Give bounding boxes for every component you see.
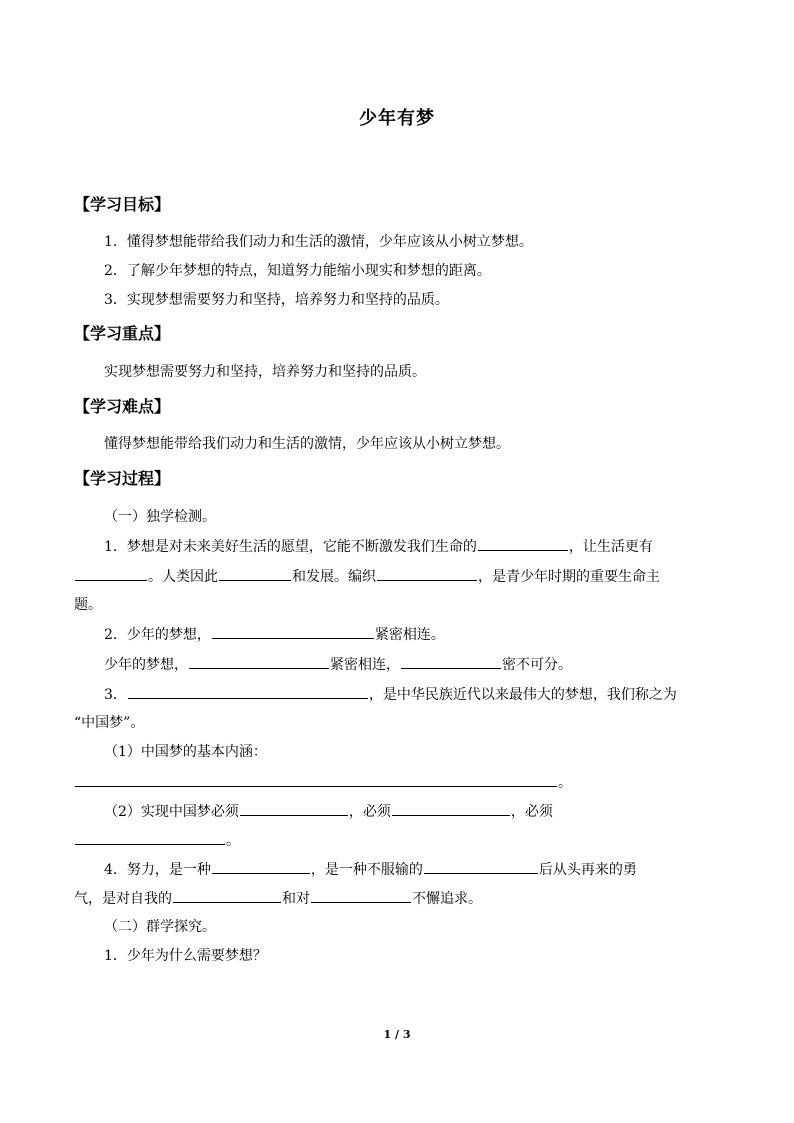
answer-blank[interactable] xyxy=(377,566,477,581)
page-title: 少年有梦 xyxy=(359,108,435,129)
question-1-text: 和发展。编织 xyxy=(292,569,376,585)
answer-blank[interactable] xyxy=(212,859,310,874)
question-1-line-2 xyxy=(74,566,660,587)
answer-blank[interactable] xyxy=(240,801,348,816)
question-1-text: 。人类因此 xyxy=(148,569,218,585)
answer-blank[interactable] xyxy=(219,566,291,581)
question-4-text: 不懈追求。 xyxy=(412,891,482,907)
answer-blank[interactable] xyxy=(424,859,538,874)
answer-blank[interactable] xyxy=(75,772,557,787)
question-3-sub-1-answer xyxy=(74,772,572,793)
question-3-text: ，必须 xyxy=(348,804,391,820)
question-4-line-1 xyxy=(104,859,637,880)
question-4-text: ，是一种不服输的 xyxy=(310,862,423,878)
answer-blank[interactable] xyxy=(75,566,147,581)
answer-blank[interactable] xyxy=(212,624,374,639)
question-2-text: 密不可分。 xyxy=(502,657,572,673)
page-number: 1 / 3 xyxy=(383,1028,411,1041)
key-points-text: 实现梦想需要努力和坚持，培养努力和坚持的品质。 xyxy=(104,364,426,380)
question-1-line-3: 题。 xyxy=(74,597,102,613)
process-heading: 【学习过程】 xyxy=(74,469,171,488)
question-2-text: 紧密相连， xyxy=(330,657,400,673)
answer-blank[interactable] xyxy=(173,888,281,903)
question-3-line-2: “中国梦”。 xyxy=(74,715,145,731)
answer-blank[interactable] xyxy=(75,830,225,845)
objectives-heading: 【学习目标】 xyxy=(74,195,171,214)
question-4-text: 后从头再来的勇 xyxy=(538,862,637,878)
question-1-text: ，让生活更有 xyxy=(568,539,653,555)
answer-blank[interactable] xyxy=(189,654,329,669)
question-2-line-1 xyxy=(104,624,445,645)
question-2-line-2 xyxy=(104,654,572,675)
difficulties-text: 懂得梦想能带给我们动力和生活的激情，少年应该从小树立梦想。 xyxy=(104,436,510,452)
part-two-label: （二）群学探究。 xyxy=(104,919,216,935)
question-1-text: ，是青少年时期的重要生命主 xyxy=(478,569,660,585)
objective-item: 2．了解少年梦想的特点，知道努力能缩小现实和梦想的距离。 xyxy=(104,263,491,279)
question-3-text: ，必须 xyxy=(510,804,553,820)
part-one-label: （一）独学检测。 xyxy=(104,509,216,525)
question-3-text: （2）实现中国梦必须 xyxy=(104,804,239,820)
question-3-text: ，是中华民族近代以来最伟大的梦想，我们称之为 xyxy=(368,687,677,703)
question-5: 1．少年为什么需要梦想？ xyxy=(104,948,267,964)
key-points-heading: 【学习重点】 xyxy=(74,324,171,343)
answer-blank[interactable] xyxy=(311,888,411,903)
answer-blank[interactable] xyxy=(401,654,501,669)
answer-blank[interactable] xyxy=(128,684,368,699)
question-3-text: 。 xyxy=(226,833,240,849)
objective-item: 1．懂得梦想能带给我们动力和生活的激情，少年应该从小树立梦想。 xyxy=(104,234,533,250)
objective-item: 3．实现梦想需要努力和坚持，培养努力和坚持的品质。 xyxy=(104,292,449,308)
question-4-line-2 xyxy=(74,888,482,909)
difficulties-heading: 【学习难点】 xyxy=(74,397,171,416)
question-3-line-1 xyxy=(104,684,677,705)
question-3-sub-2 xyxy=(104,801,553,822)
question-2-text: 紧密相连。 xyxy=(374,627,445,643)
question-2-text: 2．少年的梦想， xyxy=(104,627,211,643)
answer-blank[interactable] xyxy=(392,801,510,816)
question-3-text: 。 xyxy=(558,775,572,791)
question-2-text: 少年的梦想， xyxy=(104,657,188,673)
question-3-sub-1: （1）中国梦的基本内涵： xyxy=(104,744,267,760)
question-3-sub-2-answer xyxy=(74,830,240,851)
question-4-text: 和对 xyxy=(282,891,310,907)
answer-blank[interactable] xyxy=(478,536,568,551)
question-3-text: 3． xyxy=(104,687,127,703)
question-4-text: 4．努力，是一种 xyxy=(104,862,211,878)
question-4-text: 气，是对自我的 xyxy=(74,891,172,907)
question-1-line-1 xyxy=(104,536,653,557)
question-1-text: 1．梦想是对未来美好生活的愿望，它能不断激发我们生命的 xyxy=(104,539,477,555)
